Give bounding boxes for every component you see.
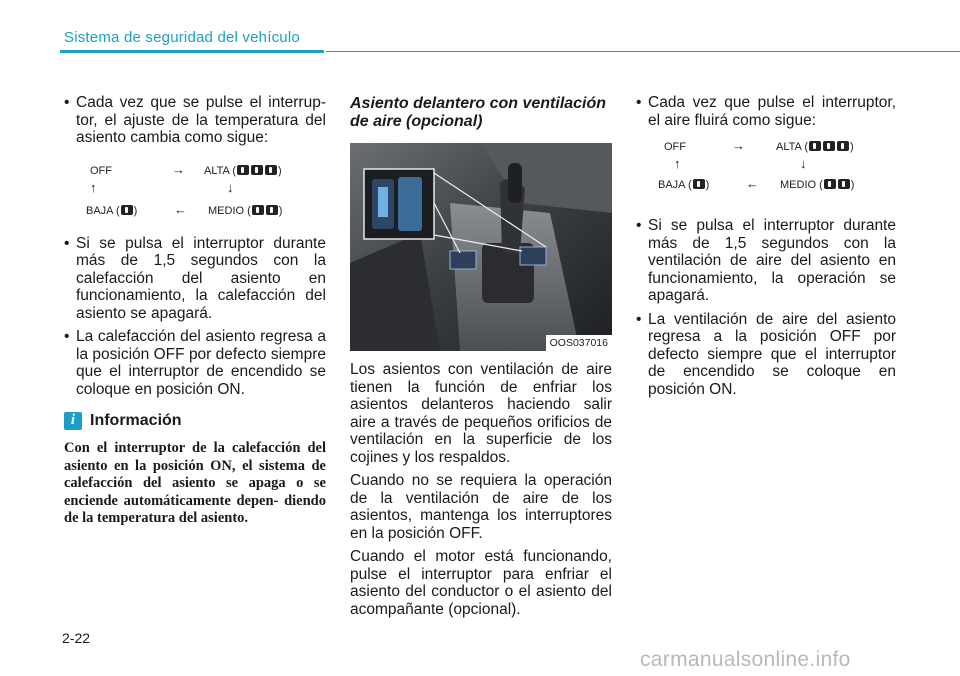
cycle-alta-label: ALTA (	[204, 164, 236, 177]
column-middle	[350, 95, 612, 618]
arrow-up-icon: ↑	[674, 156, 681, 171]
arrow-down-icon: ↓	[227, 179, 234, 195]
bullet-text: Cada vez que pulse el interruptor, el aire fluirá como sigue:	[648, 94, 896, 129]
cycle-alta-label: ALTA (	[776, 141, 808, 153]
header-rule-thin	[326, 51, 960, 52]
bullet-text: La calefacción del asiento regresa a la posición OFF por defecto siempre que el interruptor de encendido se coloque en posición ON.	[76, 328, 326, 398]
list-item	[64, 328, 326, 398]
subsection-title: Asiento delantero con ventilación de aire (opcional)	[350, 95, 607, 130]
paragraph: Cuando no se requiera la operación de la ventilación de aire de los asientos, mantenga los interruptores en la posición OFF.	[350, 472, 612, 542]
paragraph: Los asientos con ventilación de aire tienen la función de enfriar los asientos delanteros haciendo salir aire a través de pequeños orificios de ventilación en la superficie de los cojines y los respaldos.	[350, 361, 612, 466]
cycle-baja	[86, 203, 137, 221]
bullet-dot: •	[636, 94, 642, 111]
seat-vent-icon	[837, 141, 849, 151]
cycle-medio-label: MEDIO (	[780, 179, 823, 191]
cycle-off: OFF	[90, 164, 112, 177]
bullet-text: Si se pulsa el interruptor durante más de 1,5 segundos con la calefacción del asiento en funcionamiento, la calefacción del asiento se apagará.	[76, 234, 326, 322]
seat-heat-icon	[121, 205, 133, 215]
page-number: 2-22	[62, 630, 91, 646]
list-item	[64, 94, 326, 147]
cycle-off: OFF	[664, 141, 686, 153]
bullet-text: Cada vez que se pulse el interrup- tor, el ajuste de la temperatura del asiento cambia como sigue:	[76, 94, 326, 146]
cycle-medio	[780, 177, 854, 195]
cycle-close: )	[705, 179, 710, 191]
console-illustration	[350, 143, 612, 351]
bullet-dot: •	[636, 310, 642, 328]
seat-vent-icon	[838, 179, 850, 189]
cycle-baja	[658, 177, 709, 195]
paragraph: Cuando el motor está funcionando, pulse el interruptor para enfriar el asiento del conductor o el asiento del acompañante (opcional).	[350, 548, 612, 618]
seat-heat-icon	[252, 205, 264, 215]
seat-heat-icon	[251, 165, 263, 175]
arrow-right-icon: →	[172, 161, 185, 177]
info-header	[64, 412, 326, 430]
cycle-alta	[204, 163, 282, 181]
list-item	[64, 235, 326, 323]
info-title: Información	[90, 412, 182, 430]
arrow-left-icon: ←	[174, 201, 187, 217]
cycle-alta	[776, 139, 854, 157]
cycle-baja-label: BAJA (	[86, 204, 120, 217]
cycle-medio	[208, 203, 282, 221]
page-header	[0, 0, 960, 56]
bullet-text: La ventilación de aire del asiento regresa a la posición OFF por defecto siempre que el interruptor de encendido se coloque en posición ON.	[648, 310, 896, 398]
seat-heat-icon	[266, 205, 278, 215]
header-rule-thick	[60, 50, 324, 53]
cycle-medio-label: MEDIO (	[208, 204, 251, 217]
seat-heat-icon	[265, 165, 277, 175]
info-icon: i	[64, 412, 82, 430]
cycle-close: )	[850, 141, 854, 153]
list-item	[636, 94, 896, 129]
console-photo	[350, 143, 612, 351]
list-item	[636, 217, 896, 305]
arrow-up-icon: ↑	[90, 179, 97, 195]
section-title: Sistema de seguridad del vehículo	[64, 29, 300, 46]
seat-heat-icon	[237, 165, 249, 175]
cycle-close: )	[850, 179, 855, 191]
cycle-close: )	[278, 204, 283, 217]
cycle-close: )	[133, 204, 138, 217]
info-body: Con el interruptor de la calefacción del asiento en la posición ON, el sistema de calefacción del asiento se apaga o se enciende automáticamente depen- diendo de la temperatura del asiento.	[64, 440, 326, 526]
bullet-dot: •	[64, 234, 70, 252]
cycle-baja-label: BAJA (	[658, 179, 692, 191]
column-left	[64, 94, 326, 528]
bullet-dot: •	[64, 328, 70, 345]
list-item	[636, 311, 896, 399]
seat-vent-icon	[824, 179, 836, 189]
photo-code: OOS037016	[546, 335, 612, 351]
info-box	[64, 412, 326, 528]
arrow-down-icon: ↓	[800, 156, 807, 171]
arrow-left-icon: ←	[746, 176, 759, 191]
arrow-right-icon: →	[732, 138, 745, 153]
column-right	[636, 94, 896, 404]
seat-vent-icon	[809, 141, 821, 151]
bullet-text: Si se pulsa el interruptor durante más de 1,5 segundos con la ventilación de aire del asiento en funcionamiento, la operación se apagará.	[648, 217, 896, 304]
cycle-close: )	[278, 164, 282, 177]
ventilation-cycle-diagram	[636, 135, 896, 207]
watermark: carmanualsonline.info	[640, 648, 851, 671]
heater-cycle-diagram	[64, 153, 326, 225]
seat-vent-icon	[823, 141, 835, 151]
bullet-dot: •	[64, 94, 70, 111]
bullet-dot: •	[636, 217, 642, 234]
seat-vent-icon	[693, 179, 705, 189]
